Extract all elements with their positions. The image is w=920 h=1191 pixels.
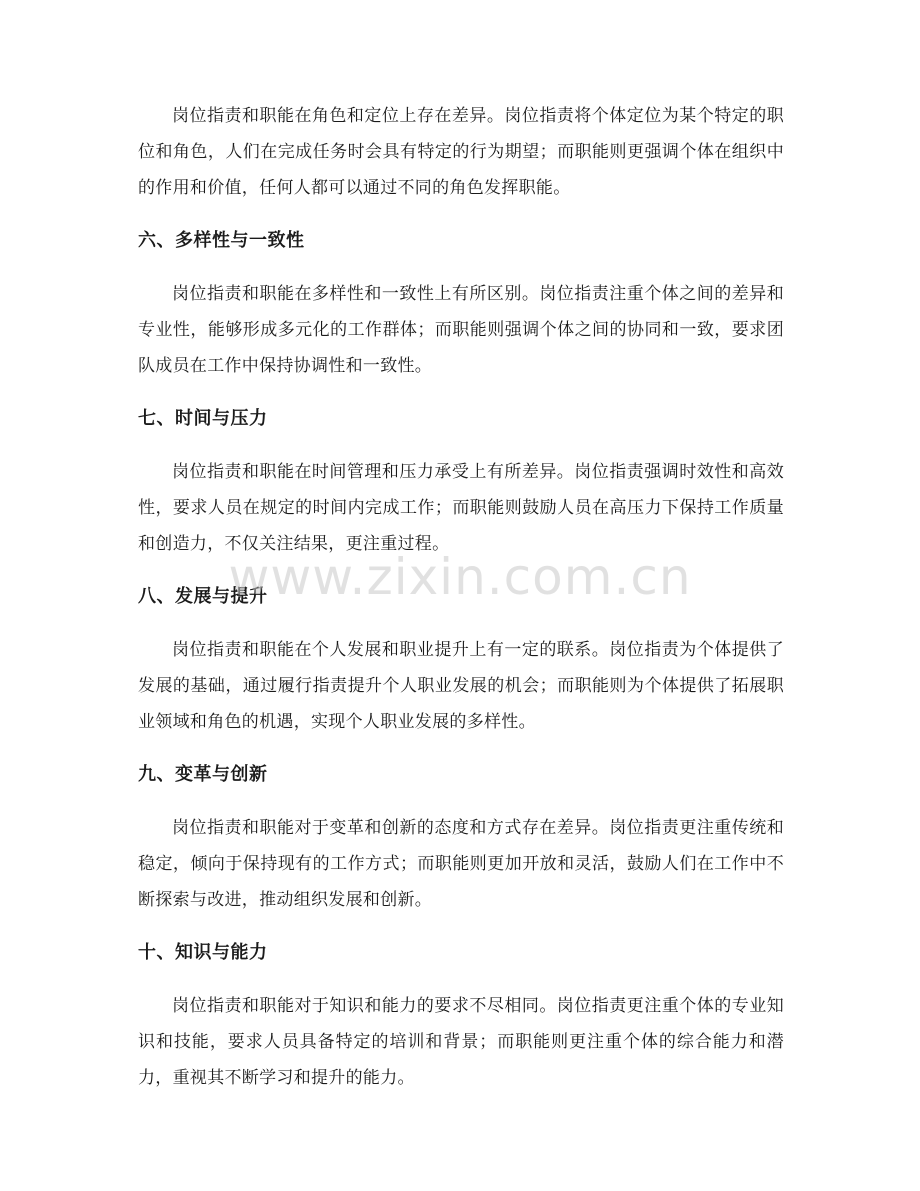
section-paragraph-6: 岗位指责和职能在多样性和一致性上有所区别。岗位指责注重个体之间的差异和专业性，能够形成多元化的工作群体；而职能则强调个体之间的协同和一致，要求团队成员在工作中保持协调性和一致性。 <box>138 284 784 376</box>
watermark-text: www.zixin.com.cn <box>228 548 692 606</box>
section-heading-9: 九、变革与创新 <box>138 764 268 785</box>
section-heading-6: 六、多样性与一致性 <box>138 230 305 251</box>
document-body <box>138 98 784 1096</box>
section-paragraph-9: 岗位指责和职能对于变革和创新的态度和方式存在差异。岗位指责更注重传统和稳定，倾向于保持现有的工作方式；而职能则更加开放和灵活，鼓励人们在工作中不断探索与改进，推动组织发展和创新。 <box>138 818 784 910</box>
section-paragraph-7: 岗位指责和职能在时间管理和压力承受上有所差异。岗位指责强调时效性和高效性，要求人员在规定的时间内完成工作；而职能则鼓励人员在高压力下保持工作质量和创造力，不仅关注结果，更注重过程。 <box>138 462 784 554</box>
section-heading-10: 十、知识与能力 <box>138 942 268 963</box>
section-heading-8: 八、发展与提升 <box>138 586 268 607</box>
intro-paragraph: 岗位指责和职能在角色和定位上存在差异。岗位指责将个体定位为某个特定的职位和角色，人们在完成任务时会具有特定的行为期望；而职能则更强调个体在组织中的作用和价值，任何人都可以通过不同的角色发挥职能。 <box>138 106 784 198</box>
section-heading-7: 七、时间与压力 <box>138 408 268 429</box>
section-paragraph-10: 岗位指责和职能对于知识和能力的要求不尽相同。岗位指责更注重个体的专业知识和技能，要求人员具备特定的培训和背景；而职能则更注重个体的综合能力和潜力，重视其不断学习和提升的能力。 <box>138 996 784 1088</box>
section-paragraph-8: 岗位指责和职能在个人发展和职业提升上有一定的联系。岗位指责为个体提供了发展的基础，通过履行指责提升个人职业发展的机会；而职能则为个体提供了拓展职业领域和角色的机遇，实现个人职业发展的多样性。 <box>138 640 784 732</box>
